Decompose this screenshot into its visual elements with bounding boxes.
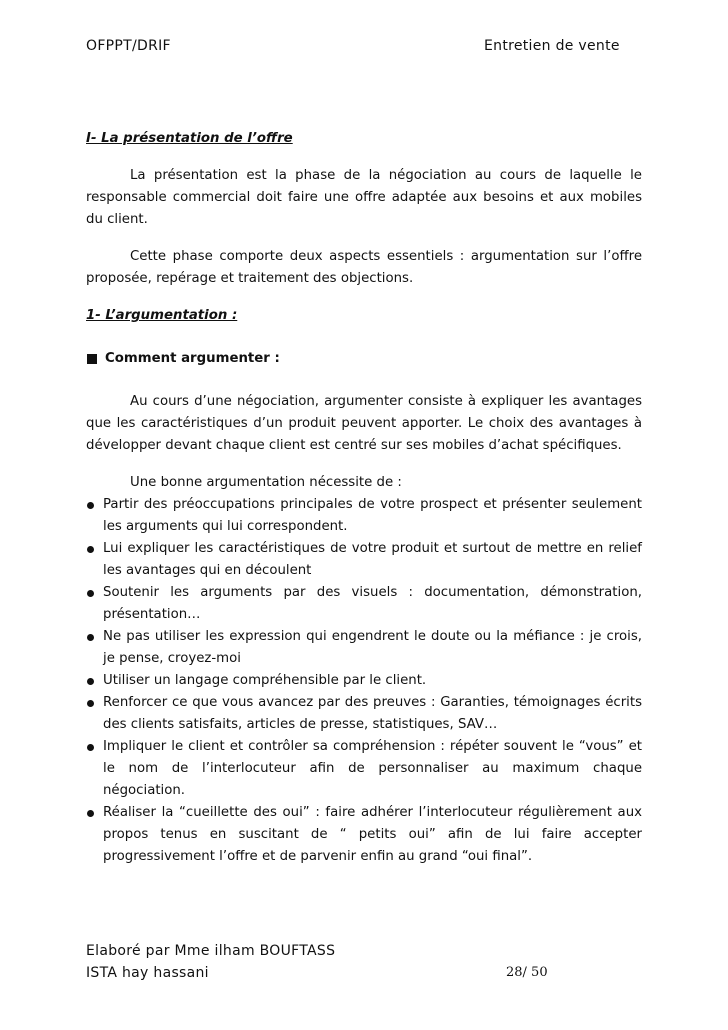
footer-school: ISTA hay hassani bbox=[86, 965, 209, 981]
subsection-paragraph-2: Une bonne argumentation nécessite de : bbox=[130, 475, 402, 490]
section-paragraph-2: Cette phase comporte deux aspects essentiels : argumentation sur l’offre proposée, repérage et traitement des objections. bbox=[86, 249, 642, 286]
bullet-dot-icon bbox=[87, 590, 94, 597]
bullet-dot-icon bbox=[87, 678, 94, 685]
bullet-dot-icon bbox=[87, 810, 94, 817]
subsection-heading bbox=[86, 348, 642, 370]
section-paragraph-1: La présentation est la phase de la négociation au cours de laquelle le responsable commercial doit faire une offre adaptée aux besoins et aux mobiles du client. bbox=[86, 168, 642, 227]
subsection-heading-text: Comment argumenter : bbox=[105, 351, 280, 366]
list-item bbox=[86, 538, 642, 582]
bullet-dot-icon bbox=[87, 502, 94, 509]
header-course-title: Entretien de vente bbox=[484, 38, 620, 54]
list-item-text: Soutenir les arguments par des visuels : documentation, démonstration, présentation… bbox=[103, 585, 642, 622]
list-item bbox=[86, 626, 642, 670]
square-bullet-icon bbox=[87, 354, 97, 364]
list-item-text: Impliquer le client et contrôler sa compréhension : répéter souvent le “vous” et le nom de l’interlocuteur afin de personnaliser au maximum chaque négociation. bbox=[103, 739, 642, 798]
bullet-dot-icon bbox=[87, 634, 94, 641]
list-item-text: Ne pas utiliser les expression qui engendrent le doute ou la méfiance : je crois, je pense, croyez-moi bbox=[103, 629, 642, 666]
bullet-dot-icon bbox=[87, 546, 94, 553]
page-footer bbox=[86, 940, 646, 984]
list-item bbox=[86, 494, 642, 538]
list-item bbox=[86, 670, 642, 692]
bullet-dot-icon bbox=[87, 744, 94, 751]
bullet-dot-icon bbox=[87, 700, 94, 707]
page-content bbox=[86, 128, 642, 868]
subsection-paragraph-1: Au cours d’une négociation, argumenter consiste à expliquer les avantages que les caractéristiques d’un produit peuvent apporter. Le choix des avantages à développer devant chaque client est centré sur ses mobiles d’achat spécifiques. bbox=[86, 394, 642, 453]
list-item bbox=[86, 802, 642, 868]
list-item-text: Utiliser un langage compréhensible par le client. bbox=[103, 673, 427, 688]
list-item-text: Réaliser la “cueillette des oui” : faire adhérer l’interlocuteur régulièrement aux propos tenus en suscitant de “ petits oui” afin de lui faire accepter progressivement l’offre et de parvenir enfin au grand “oui final”. bbox=[103, 805, 642, 864]
subsection-title: 1- L’argumentation : bbox=[86, 308, 238, 323]
page-number: 28/ 50 bbox=[506, 965, 548, 980]
argument-bullet-list bbox=[86, 494, 642, 868]
header-organization: OFPPT/DRIF bbox=[86, 38, 171, 54]
list-item bbox=[86, 582, 642, 626]
footer-author: Elaboré par Mme ilham BOUFTASS bbox=[86, 943, 336, 959]
list-item bbox=[86, 736, 642, 802]
section-title: I- La présentation de l’offre bbox=[86, 131, 293, 146]
list-item-text: Partir des préoccupations principales de votre prospect et présenter seulement les arguments qui lui correspondent. bbox=[103, 497, 642, 534]
list-item bbox=[86, 692, 642, 736]
list-item-text: Lui expliquer les caractéristiques de votre produit et surtout de mettre en relief les avantages qui en découlent bbox=[103, 541, 642, 578]
list-item-text: Renforcer ce que vous avancez par des preuves : Garanties, témoignages écrits des clients satisfaits, articles de presse, statistiques, SAV… bbox=[103, 695, 642, 732]
